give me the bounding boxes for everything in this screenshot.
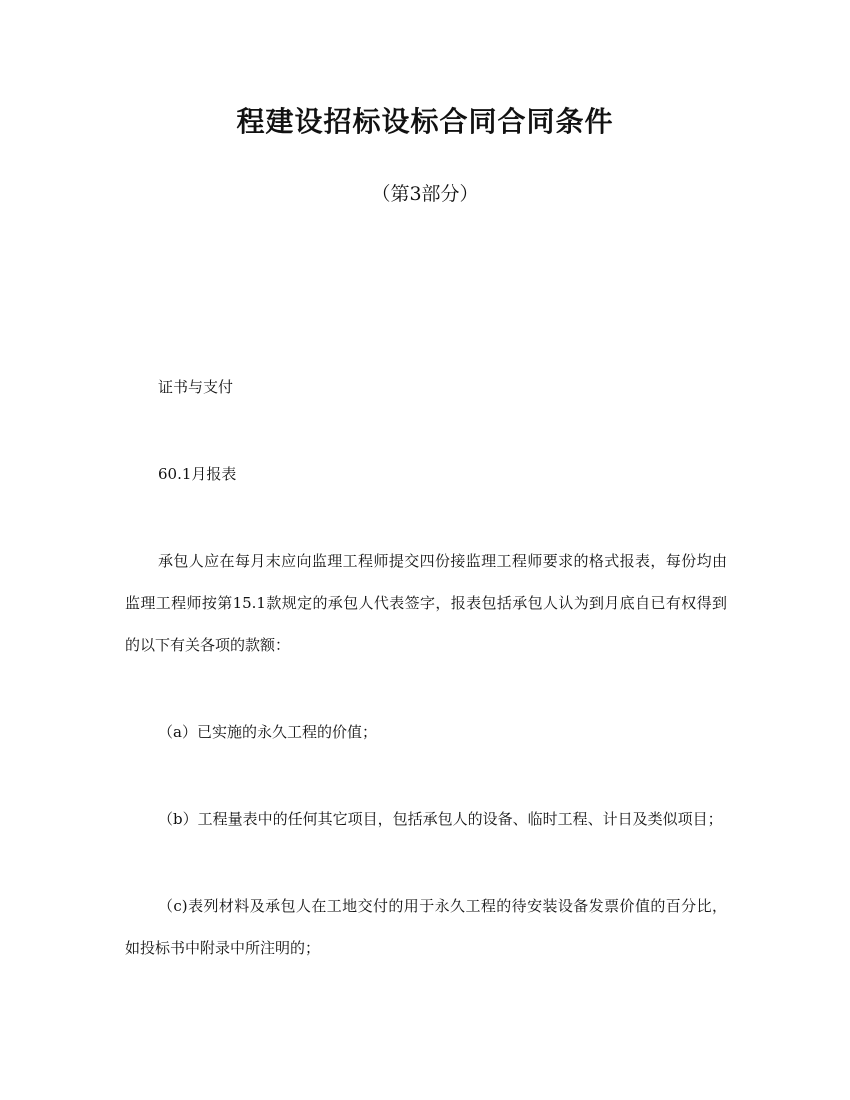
body-paragraph: 承包人应在每月末应向监理工程师提交四份接监理工程师要求的格式报表，每份均由监理工程师按第15.1款规定的承包人代表签字，报表包括承包人认为到月底自已有权得到的以下有关各项的款额： bbox=[125, 552, 727, 654]
document-body bbox=[125, 366, 727, 1014]
list-item-b: （b）工程量表中的任何其它项目，包括承包人的设备、临时工程、计日及类似项目； bbox=[158, 810, 723, 828]
clause-heading: 60.1月报表 bbox=[158, 465, 237, 483]
document-subtitle: （第3部分） bbox=[371, 183, 479, 205]
list-item-c: （c)表列材料及承包人在工地交付的用于永久工程的待安装设备发票价值的百分比，如投标书中附录中所注明的； bbox=[125, 897, 727, 957]
section-heading: 证书与支付 bbox=[158, 378, 234, 396]
list-item-a: （a）已实施的永久工程的价值； bbox=[158, 723, 377, 741]
document-title: 程建设招标设标合同合同条件 bbox=[236, 105, 614, 138]
